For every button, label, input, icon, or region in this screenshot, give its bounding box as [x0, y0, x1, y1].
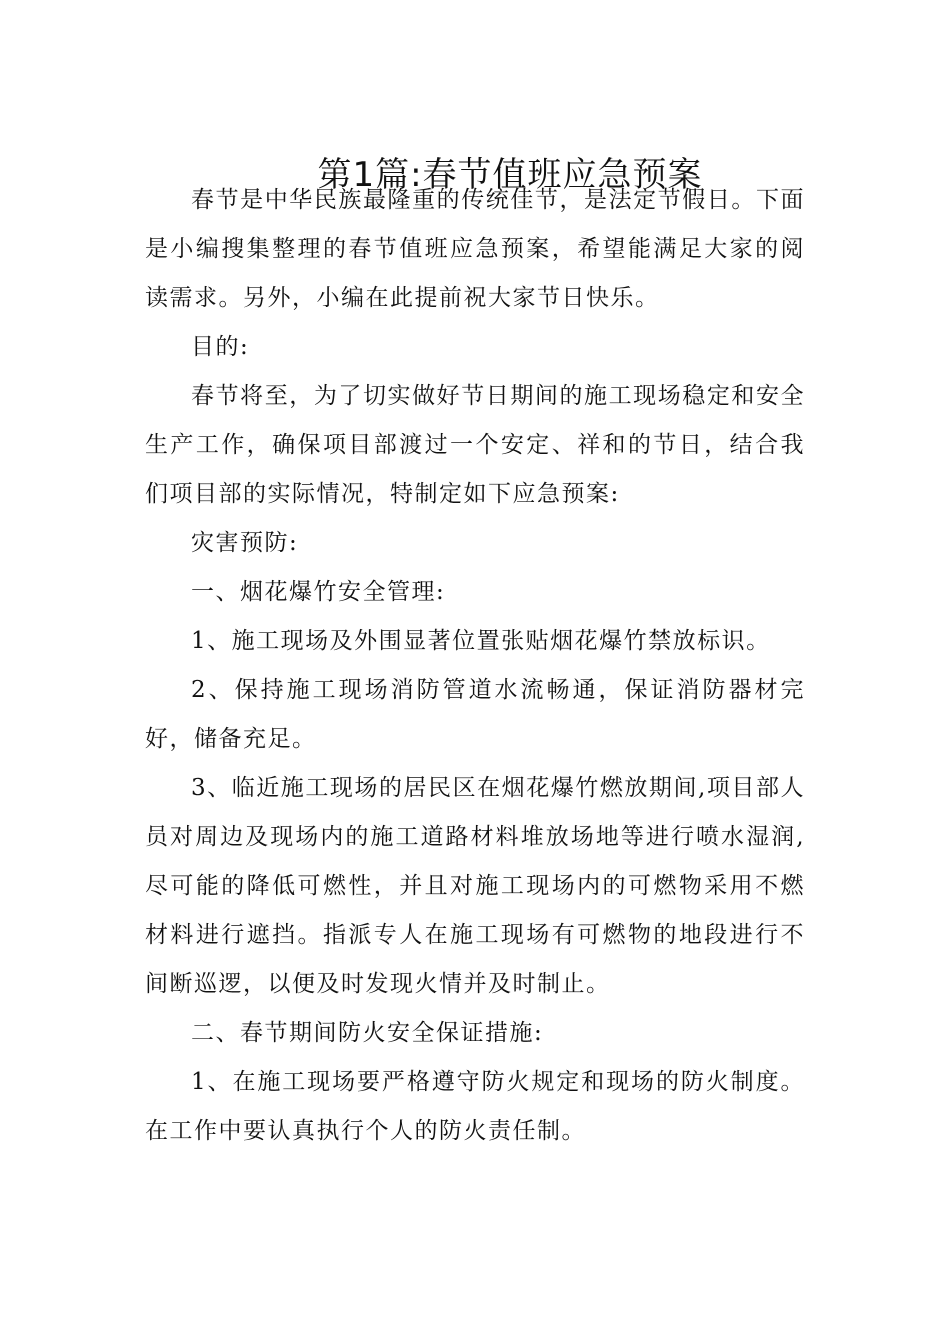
- heading-purpose: 目的:: [191, 334, 250, 360]
- heading-disaster-prevention: 灾害预防:: [191, 530, 299, 556]
- paragraph-fireworks-item-3: 3、临近施工现场的居民区在烟花爆竹燃放期间,项目部人员对周边及现场内的施工道路材料堆放场地等进行喷水湿润,尽可能的降低可燃性，并且对施工现场内的可燃物采用不燃材料进行遮挡。指派专人在施工现场有可燃物的地段进行不间断巡逻，以便及时发现火情并及时制止。: [145, 775, 805, 997]
- heading-fire-safety-measures: 二、春节期间防火安全保证措施:: [191, 1020, 544, 1046]
- paragraph-fireworks-item-1: 1、施工现场及外围显著位置张贴烟花爆竹禁放标识。: [191, 628, 771, 654]
- paragraph-purpose: 春节将至，为了切实做好节日期间的施工现场稳定和安全生产工作，确保项目部渡过一个安定、祥和的节日，结合我们项目部的实际情况，特制定如下应急预案:: [145, 383, 805, 507]
- paragraph-fireworks-item-2: 2、保持施工现场消防管道水流畅通，保证消防器材完好，储备充足。: [145, 677, 805, 752]
- document-body: [145, 176, 805, 1156]
- document-title: 第1篇:春节值班应急预案: [317, 154, 703, 195]
- heading-fireworks-safety: 一、烟花爆竹安全管理:: [191, 579, 446, 605]
- paragraph-fire-safety-item-1: 1、在施工现场要严格遵守防火规定和现场的防火制度。在工作中要认真执行个人的防火责任制。: [145, 1069, 805, 1144]
- paragraph-intro: 春节是中华民族最隆重的传统佳节，是法定节假日。下面是小编搜集整理的春节值班应急预案，希望能满足大家的阅读需求。另外，小编在此提前祝大家节日快乐。: [145, 187, 805, 311]
